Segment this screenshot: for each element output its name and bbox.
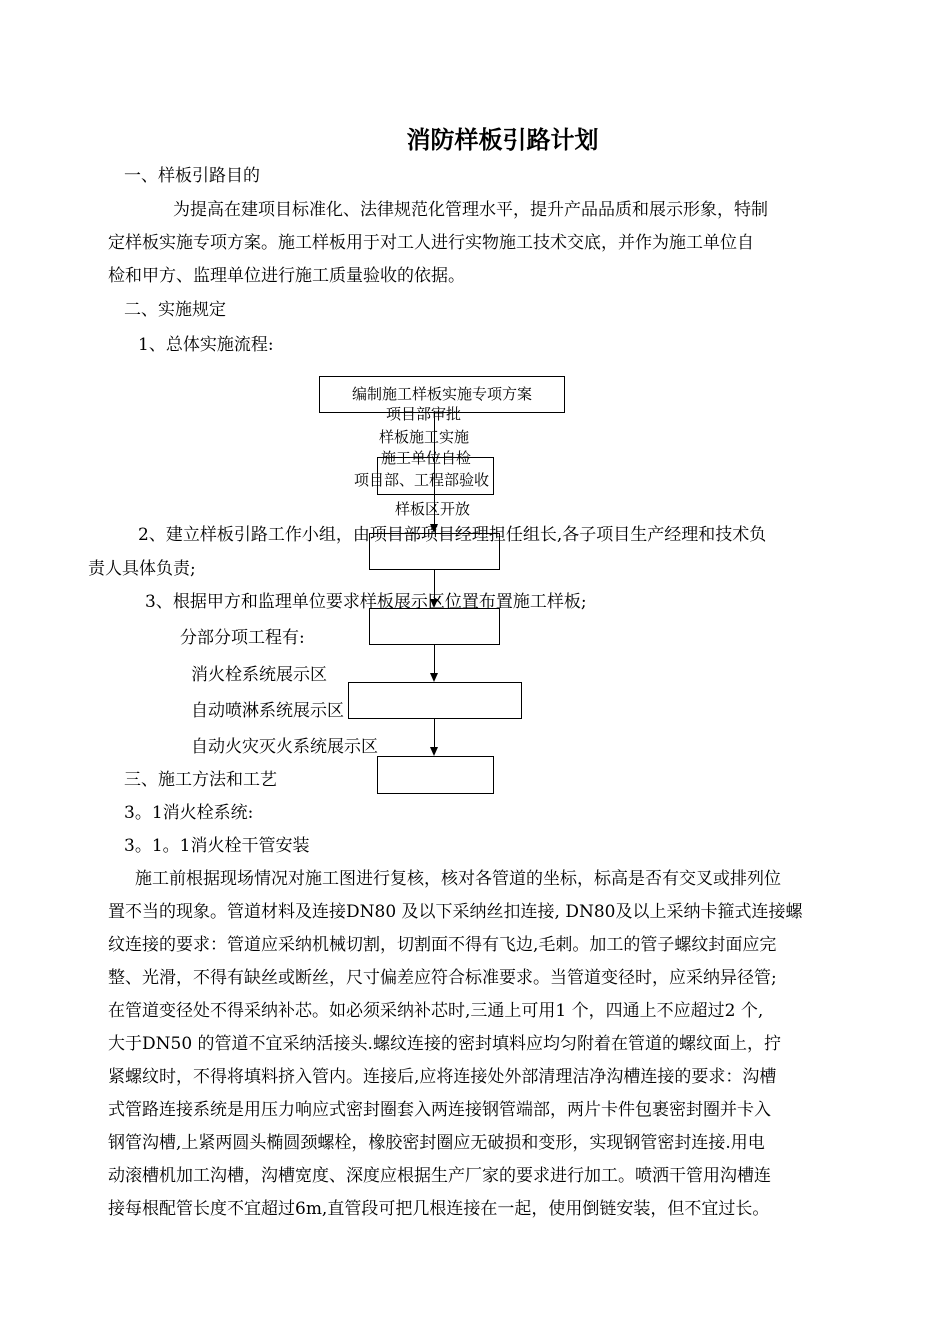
section2-item2-cont: 责人具体负责; — [88, 559, 196, 579]
section1-line: 为提高在建项目标准化、法律规范化管理水平，提升产品品质和展示形象，特制 — [173, 200, 768, 220]
flow-step-4: 施工单位自检 — [381, 449, 472, 467]
flow-step-3: 样板施工实施 — [379, 428, 470, 446]
section3-line: 施工前根据现场情况对施工图进行复核，核对各管道的坐标，标高是否有交叉或排列位 — [135, 869, 781, 889]
flow-box-6 — [377, 756, 494, 794]
subitem-hydrant: 消火栓系统展示区 — [191, 665, 327, 685]
subitem-sprinkler: 自动喷淋系统展示区 — [191, 701, 344, 721]
flow-arrow-icon — [430, 673, 438, 682]
section1-line: 定样板实施专项方案。施工样板用于对工人进行实物施工技术交底，并作为施工单位自 — [108, 233, 754, 253]
section3-line: 接每根配管长度不宜超过6m,直管段可把几根连接在一起，使用倒链安装，但不宜过长。 — [108, 1199, 770, 1219]
flow-box-4 — [369, 608, 500, 645]
section3-sub1: 3。1消火栓系统: — [124, 803, 254, 823]
flow-connector-3 — [434, 645, 435, 674]
flow-connector-4 — [434, 719, 435, 748]
flow-step-6: 样板区开放 — [395, 500, 471, 518]
section1-heading: 一、样板引路目的 — [124, 166, 260, 186]
section3-line: 动滚槽机加工沟槽，沟槽宽度、深度应根据生产厂家的要求进行加工。喷洒干管用沟槽连 — [108, 1166, 771, 1186]
section3-body — [108, 863, 864, 1226]
page-title: 消防样板引路计划 — [406, 126, 599, 154]
flow-step-5: 项目部、工程部验收 — [354, 471, 490, 489]
section3-line: 在管道变径处不得采纳补芯。如必须采纳补芯时,三通上可用1 个，四通上不应超过2 个, — [108, 1001, 764, 1021]
flow-intro: 1、总体实施流程: — [138, 335, 274, 355]
section3-line: 整、光滑，不得有缺丝或断丝，尺寸偏差应符合标准要求。当管道变径时，应采纳异径管; — [108, 968, 777, 988]
section3-line: 纹连接的要求：管道应采纳机械切割，切割面不得有飞边,毛刺。加工的管子螺纹封面应完 — [108, 935, 777, 955]
section2-item2: 2、建立样板引路工作小组，由项目部项目经理担任组长,各子项目生产经理和技术负 — [138, 525, 767, 545]
flow-arrow-icon — [430, 747, 438, 756]
section3-sub11: 3。1。1消火栓干管安装 — [124, 836, 310, 856]
section1-line: 检和甲方、监理单位进行施工质量验收的依据。 — [108, 266, 465, 286]
section3-line: 钢管沟槽,上紧两圆头椭圆颈螺栓，橡胶密封圈应无破损和变形，实现钢管密封连接.用电 — [108, 1133, 765, 1153]
subitems-heading: 分部分项工程有: — [180, 628, 305, 648]
flow-step-2: 项目部审批 — [386, 405, 462, 423]
section3-line: 紧螺纹时，不得将填料挤入管内。连接后,应将连接处外部清理洁净沟槽连接的要求：沟槽 — [108, 1067, 777, 1087]
flow-step-1: 编制施工样板实施专项方案 — [351, 385, 532, 403]
section3-heading: 三、施工方法和工艺 — [124, 770, 277, 790]
section2-heading: 二、实施规定 — [124, 300, 226, 320]
section3-line: 置不当的现象。管道材料及连接DN80 及以下采纳丝扣连接, DN80及以上采纳卡箍式连接螺 — [108, 902, 803, 922]
section2-item3: 3、根据甲方和监理单位要求样板展示区位置布置施工样板; — [145, 592, 587, 612]
flow-box-5 — [348, 682, 522, 719]
section3-line: 大于DN50 的管道不宜采纳活接头.螺纹连接的密封填料应均匀附着在管道的螺纹面上，拧 — [108, 1034, 781, 1054]
section3-line: 式管路连接系统是用压力响应式密封圈套入两连接钢管端部，两片卡件包裹密封圈并卡入 — [108, 1100, 771, 1120]
subitem-fire-extinguishing: 自动火灾灭火系统展示区 — [191, 737, 378, 757]
section1-body — [108, 194, 864, 293]
